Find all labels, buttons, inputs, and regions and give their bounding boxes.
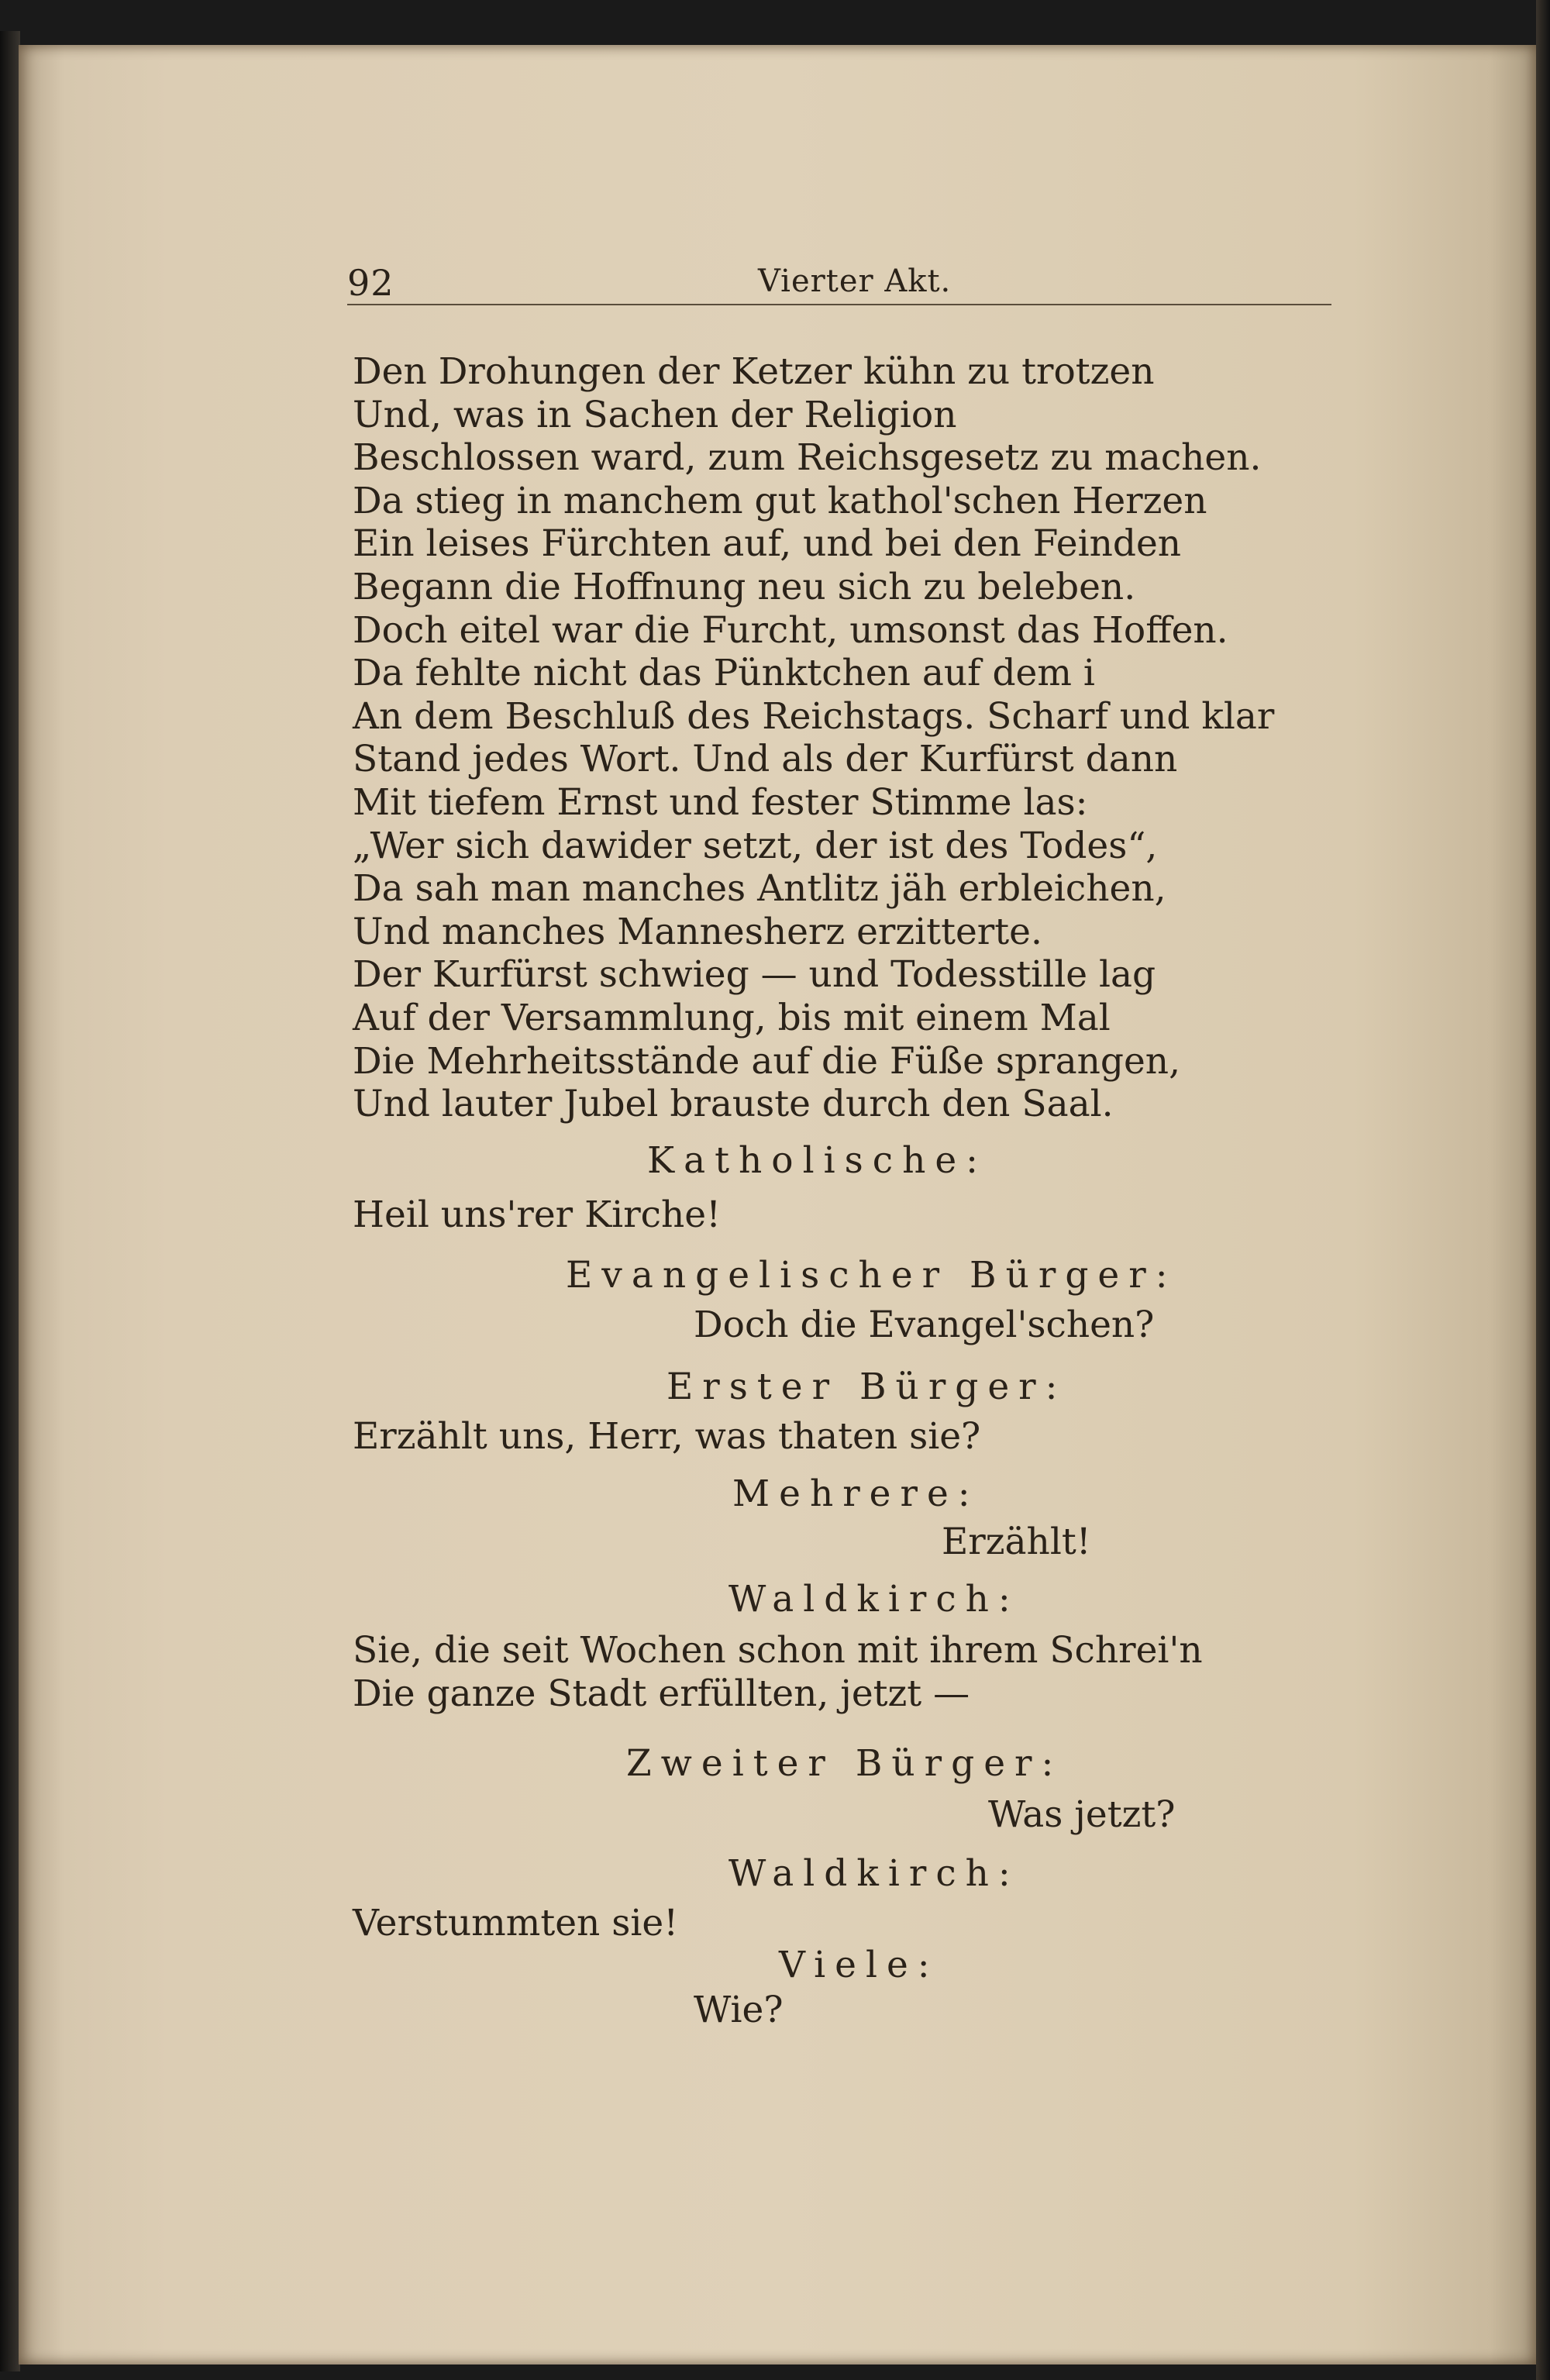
speaker-viele: Viele: [779, 1944, 939, 1986]
speaker-zweiter-buerger: Zweiter Bürger: [626, 1742, 1063, 1785]
verse-line: „Wer sich dawider setzt, der ist des Todes“, [353, 824, 1158, 867]
speech-waldkirch-line: Sie, die seit Wochen schon mit ihrem Schrei'n [353, 1629, 1203, 1672]
speaker-evangelischer-buerger: Evangelischer Bürger: [566, 1254, 1177, 1297]
page-edge-shadow [1536, 0, 1550, 2380]
verse-line: Stand jedes Wort. Und als der Kurfürst dann [353, 738, 1178, 781]
speech-waldkirch-line: Die ganze Stadt erfüllten, jetzt — [353, 1672, 970, 1715]
verse-line: Begann die Hoffnung neu sich zu beleben. [353, 565, 1136, 608]
speech-evangelischer-buerger: Doch die Evangel'schen? [694, 1304, 1155, 1346]
verse-line: Und lauter Jubel brauste durch den Saal. [353, 1083, 1114, 1126]
verse-line: Auf der Versammlung, bis mit einem Mal [353, 996, 1111, 1039]
verse-line: Da sah man manches Antlitz jäh erbleichen, [353, 867, 1166, 911]
verse-line: Die Mehrheitsstände auf die Füße sprangen, [353, 1039, 1181, 1083]
speaker-katholische: Katholische: [647, 1139, 988, 1182]
verse-line: Doch eitel war die Furcht, umsonst das Hoffen. [353, 608, 1228, 652]
verse-line: Mit tiefem Ernst und fester Stimme las: [353, 780, 1088, 824]
page-header [347, 262, 1331, 308]
verse-block [353, 350, 1438, 1126]
page-number: 92 [347, 262, 394, 304]
speaker-erster-buerger: Erster Bürger: [666, 1366, 1067, 1408]
speech-waldkirch: Verstummten sie! [353, 1902, 679, 1944]
speech-zweiter-buerger: Was jetzt? [988, 1793, 1176, 1836]
verse-line: Da stieg in manchem gut kathol'schen Herzen [353, 479, 1207, 522]
verse-line: An dem Beschluß des Reichstags. Scharf und klar [353, 694, 1275, 738]
speech-viele: Wie? [694, 1989, 784, 2031]
verse-line: Und, was in Sachen der Religion [353, 393, 957, 436]
verse-line: Ein leises Fürchten auf, und bei den Feinden [353, 522, 1182, 566]
running-title: Vierter Akt. [758, 263, 952, 299]
verse-line: Den Drohungen der Ketzer kühn zu trotzen [353, 350, 1155, 393]
speech-erster-buerger: Erzählt uns, Herr, was thaten sie? [353, 1415, 981, 1458]
speaker-waldkirch: Waldkirch: [728, 1578, 1020, 1621]
speech-mehrere: Erzählt! [942, 1521, 1091, 1563]
verse-line: Der Kurfürst schwieg — und Todesstille lag [353, 953, 1156, 997]
speech-katholische: Heil uns'rer Kirche! [353, 1193, 721, 1236]
verse-line: Und manches Mannesherz erzitterte. [353, 910, 1042, 953]
header-rule [347, 304, 1331, 305]
speaker-waldkirch: Waldkirch: [728, 1852, 1020, 1895]
verse-line: Beschlossen ward, zum Reichsgesetz zu machen. [353, 436, 1262, 480]
verse-line: Da fehlte nicht das Pünktchen auf dem i [353, 652, 1095, 695]
speaker-mehrere: Mehrere: [732, 1472, 980, 1515]
book-spine-shadow [0, 31, 20, 2371]
